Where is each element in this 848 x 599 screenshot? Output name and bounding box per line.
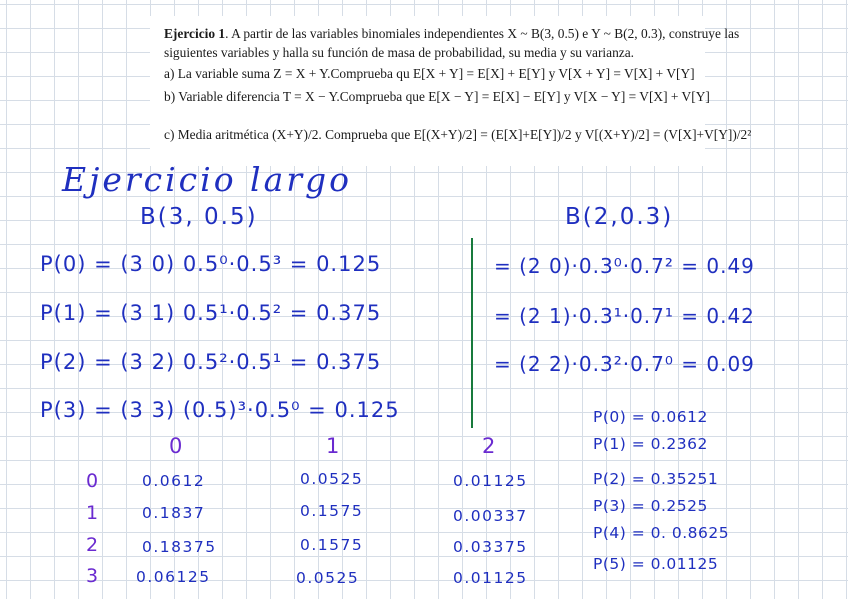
p-column-5: P(5) = 0.01125 <box>593 555 719 573</box>
table-cell: 0.00337 <box>453 507 528 525</box>
item-c: c) Media aritmética (X+Y)/2. Comprueba que E[(X+Y)/2] = (E[X]+E[Y])/2 y V[(X+Y)/2] = (V[X]+V[Y])/2² <box>164 127 752 142</box>
table-row-label-2: 2 <box>86 534 99 556</box>
right-row-p1: = (2 1)·0.3¹·0.7¹ = 0.42 <box>494 304 755 328</box>
table-cell: 0.0612 <box>142 472 206 490</box>
exercise-heading: Ejercicio 1 <box>164 26 226 41</box>
left-row-p1: P(1) = (3 1) 0.5¹·0.5² = 0.375 <box>40 301 382 325</box>
p-column-3: P(3) = 0.2525 <box>593 497 708 515</box>
item-b: b) Variable diferencia T = X − Y.Comprueba que E[X − Y] = E[X] − E[Y] y V[X − Y] = V[X] + V[Y] <box>164 89 710 104</box>
table-cell: 0.03375 <box>453 538 528 556</box>
column-divider <box>471 238 473 428</box>
left-distribution: B(3, 0.5) <box>140 204 258 230</box>
table-col-header-0: 0 <box>169 434 183 458</box>
table-row-label-1: 1 <box>86 502 99 524</box>
table-cell: 0.1575 <box>300 502 364 520</box>
table-cell: 0.18375 <box>142 538 217 556</box>
p-column-0: P(0) = 0.0612 <box>593 408 708 426</box>
table-cell: 0.01125 <box>453 472 528 490</box>
table-row-label-0: 0 <box>86 470 99 492</box>
left-row-p2: P(2) = (3 2) 0.5²·0.5¹ = 0.375 <box>40 350 382 374</box>
table-col-header-2: 2 <box>482 434 496 458</box>
p-column-1: P(1) = 0.2362 <box>593 435 708 453</box>
table-cell: 0.0525 <box>296 569 360 587</box>
table-cell: 0.06125 <box>136 568 211 586</box>
right-row-p0: = (2 0)·0.3⁰·0.7² = 0.49 <box>494 254 755 278</box>
item-a: a) La variable suma Z = X + Y.Comprueba qu E[X + Y] = E[X] + E[Y] y V[X + Y] = V[X] + V[Y] <box>164 66 695 81</box>
table-row-label-3: 3 <box>86 565 99 587</box>
p-column-4: P(4) = 0. 0.8625 <box>593 524 730 542</box>
left-row-p0: P(0) = (3 0) 0.5⁰·0.5³ = 0.125 <box>40 252 382 276</box>
table-cell: 0.0525 <box>300 470 364 488</box>
table-cell: 0.1575 <box>300 536 364 554</box>
exercise-intro-line-2: siguientes variables y halla su función de masa de probabilidad, su media y su varianza. <box>164 45 635 60</box>
exercise-intro <box>164 24 739 43</box>
p-column-2: P(2) = 0.35251 <box>593 470 719 488</box>
exercise-intro-text: . A partir de las variables binomiales independientes X ~ B(3, 0.5) e Y ~ B(2, 0.3), construye las <box>225 26 740 41</box>
table-cell: 0.01125 <box>453 569 528 587</box>
table-cell: 0.1837 <box>142 504 206 522</box>
table-col-header-1: 1 <box>326 434 340 458</box>
right-row-p2: = (2 2)·0.3²·0.7⁰ = 0.09 <box>494 352 755 376</box>
left-row-p3: P(3) = (3 3) (0.5)³·0.5⁰ = 0.125 <box>40 398 400 422</box>
exercise-statement <box>150 16 752 166</box>
notes-title: Ejercicio largo <box>62 160 353 199</box>
right-distribution: B(2,0.3) <box>565 204 674 230</box>
